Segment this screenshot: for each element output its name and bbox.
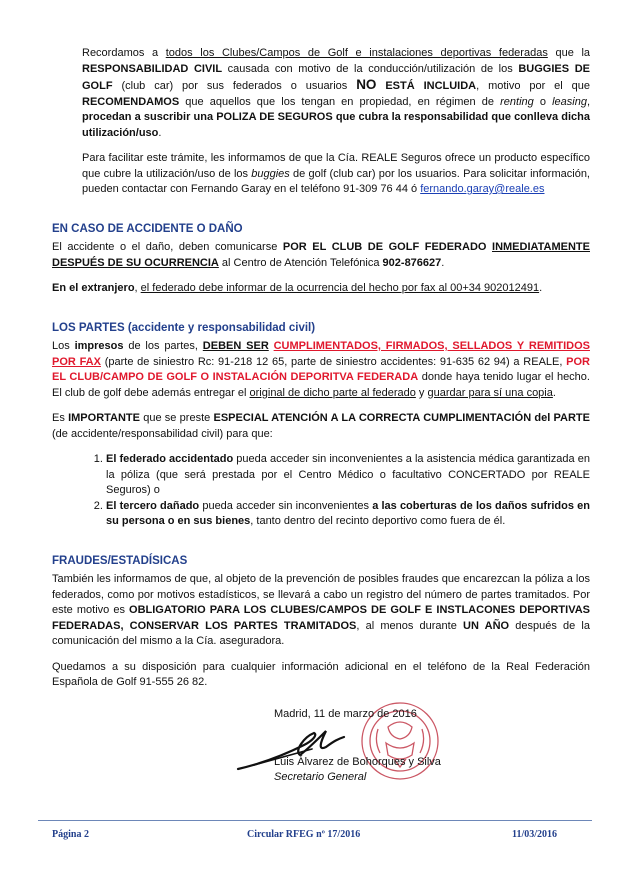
heading-fraudes: FRAUDES/ESTADÍSICAS	[52, 554, 188, 567]
intro-section	[52, 46, 590, 198]
partes-paragraph-1: Los impresos de los partes, DEBEN SER CUMPLIMENTADOS, FIRMADOS, SELLADOS Y REMITIDOS POR FAX (parte de siniestro Rc: 91-218 12 65, parte de siniestro accidentes: 91-635 62 94) a REALE, POR EL CLUB/CAMPO DE GOLF O INSTALACIÓN DEPORITVA FEDERADA donde haya tenido lugar el hecho. El club de golf debe además entregar el original de dicho parte al federado y guardar para sí una copia.	[52, 340, 590, 399]
footer-circular: Circular RFEG nº 17/2016	[247, 829, 361, 840]
signatory-name: Luis Álvarez de Bohorques y Silva	[274, 756, 441, 768]
footer-divider	[38, 820, 592, 821]
intro-paragraph-1: Recordamos a todos los Clubes/Campos de Golf e instalaciones deportivas federadas que la RESPONSABILIDAD CIVIL causada con motivo de la conducción/utilización de los BUGGIES DE GOLF (club car) por sus federados o usuarios NO ESTÁ INCLUIDA, motivo por el que RECOMENDAMOS que aquellos que los tengan en propiedad, en régimen de renting o leasing, procedan a suscribir una POLIZA DE SEGUROS que cubra la responsabilidad que conlleva dicha utilización/uso.	[82, 47, 591, 139]
heading-accidente: EN CASO DE ACCIDENTE O DAÑO	[52, 222, 243, 235]
accidente-paragraph-1: El accidente o el daño, deben comunicarse POR EL CLUB DE GOLF FEDERADO INMEDIATAMENTE DESPUÉS DE SU OCURRENCIA al Centro de Atención Telefónica 902-876627.	[52, 241, 590, 269]
email-link[interactable]: fernando.garay@reale.es	[420, 183, 545, 195]
partes-paragraph-2: Es IMPORTANTE que se preste ESPECIAL ATENCIÓN A LA CORRECTA CUMPLIMENTACIÓN del PARTE (de accidente/responsabilidad civil) para que:	[52, 412, 590, 440]
heading-partes: LOS PARTES (accidente y responsabilidad civil)	[52, 321, 316, 334]
intro-paragraph-2: Para facilitar este trámite, les informamos de que la Cía. REALE Seguros ofrece un producto específico que cubre la utilización/uso de los buggies de golf (club car) por los usuarios. Para solicitar información, pueden contactar con Fernando Garay en el teléfono 91-309 76 44 ó fernando.garay@reale.es	[82, 152, 590, 195]
list-item: 1. El federado accidentado pueda acceder sin inconvenientes a la asistencia médica garantizada en la póliza (que será prestada por el Centro Médico o facultativo CONCERTADO por REALE Seguros) o	[106, 452, 590, 499]
accidente-paragraph-2: En el extranjero, el federado debe informar de la ocurrencia del hecho por fax al 00+34 902012491.	[52, 282, 543, 294]
footer-page: Página 2	[52, 829, 89, 840]
list-item: 2. El tercero dañado pueda acceder sin inconvenientes a las coberturas de los daños sufridos en su persona o en sus bienes, tanto dentro del recinto deportivo como fuera de él.	[106, 499, 590, 530]
document-body	[52, 46, 590, 701]
place-date: Madrid, 11 de marzo de 2016	[274, 708, 417, 720]
partes-list	[52, 452, 590, 530]
fraudes-paragraph-2: Quedamos a su disposición para cualquier información adicional en el teléfono de la Real Federación Española de Golf 91-555 26 82.	[52, 660, 590, 688]
fraudes-paragraph-1: También les informamos de que, al objeto de la prevención de posibles fraudes que encarezcan la póliza a los federados, como por motivos estadísticos, se llevará a cabo un registro del número de partes tramitados. Por este motivo es OBLIGATORIO PARA LOS CLUBES/CAMPOS DE GOLF E INSTLACONES DEPORTIVAS FEDERADAS, CONSERVAR LOS PARTES TRAMITADOS, al menos durante UN AÑO después de la comunicación del mismo a la Cía. aseguradora.	[52, 573, 591, 647]
signatory-role: Secretario General	[274, 771, 367, 783]
footer-date: 11/03/2016	[512, 829, 558, 840]
